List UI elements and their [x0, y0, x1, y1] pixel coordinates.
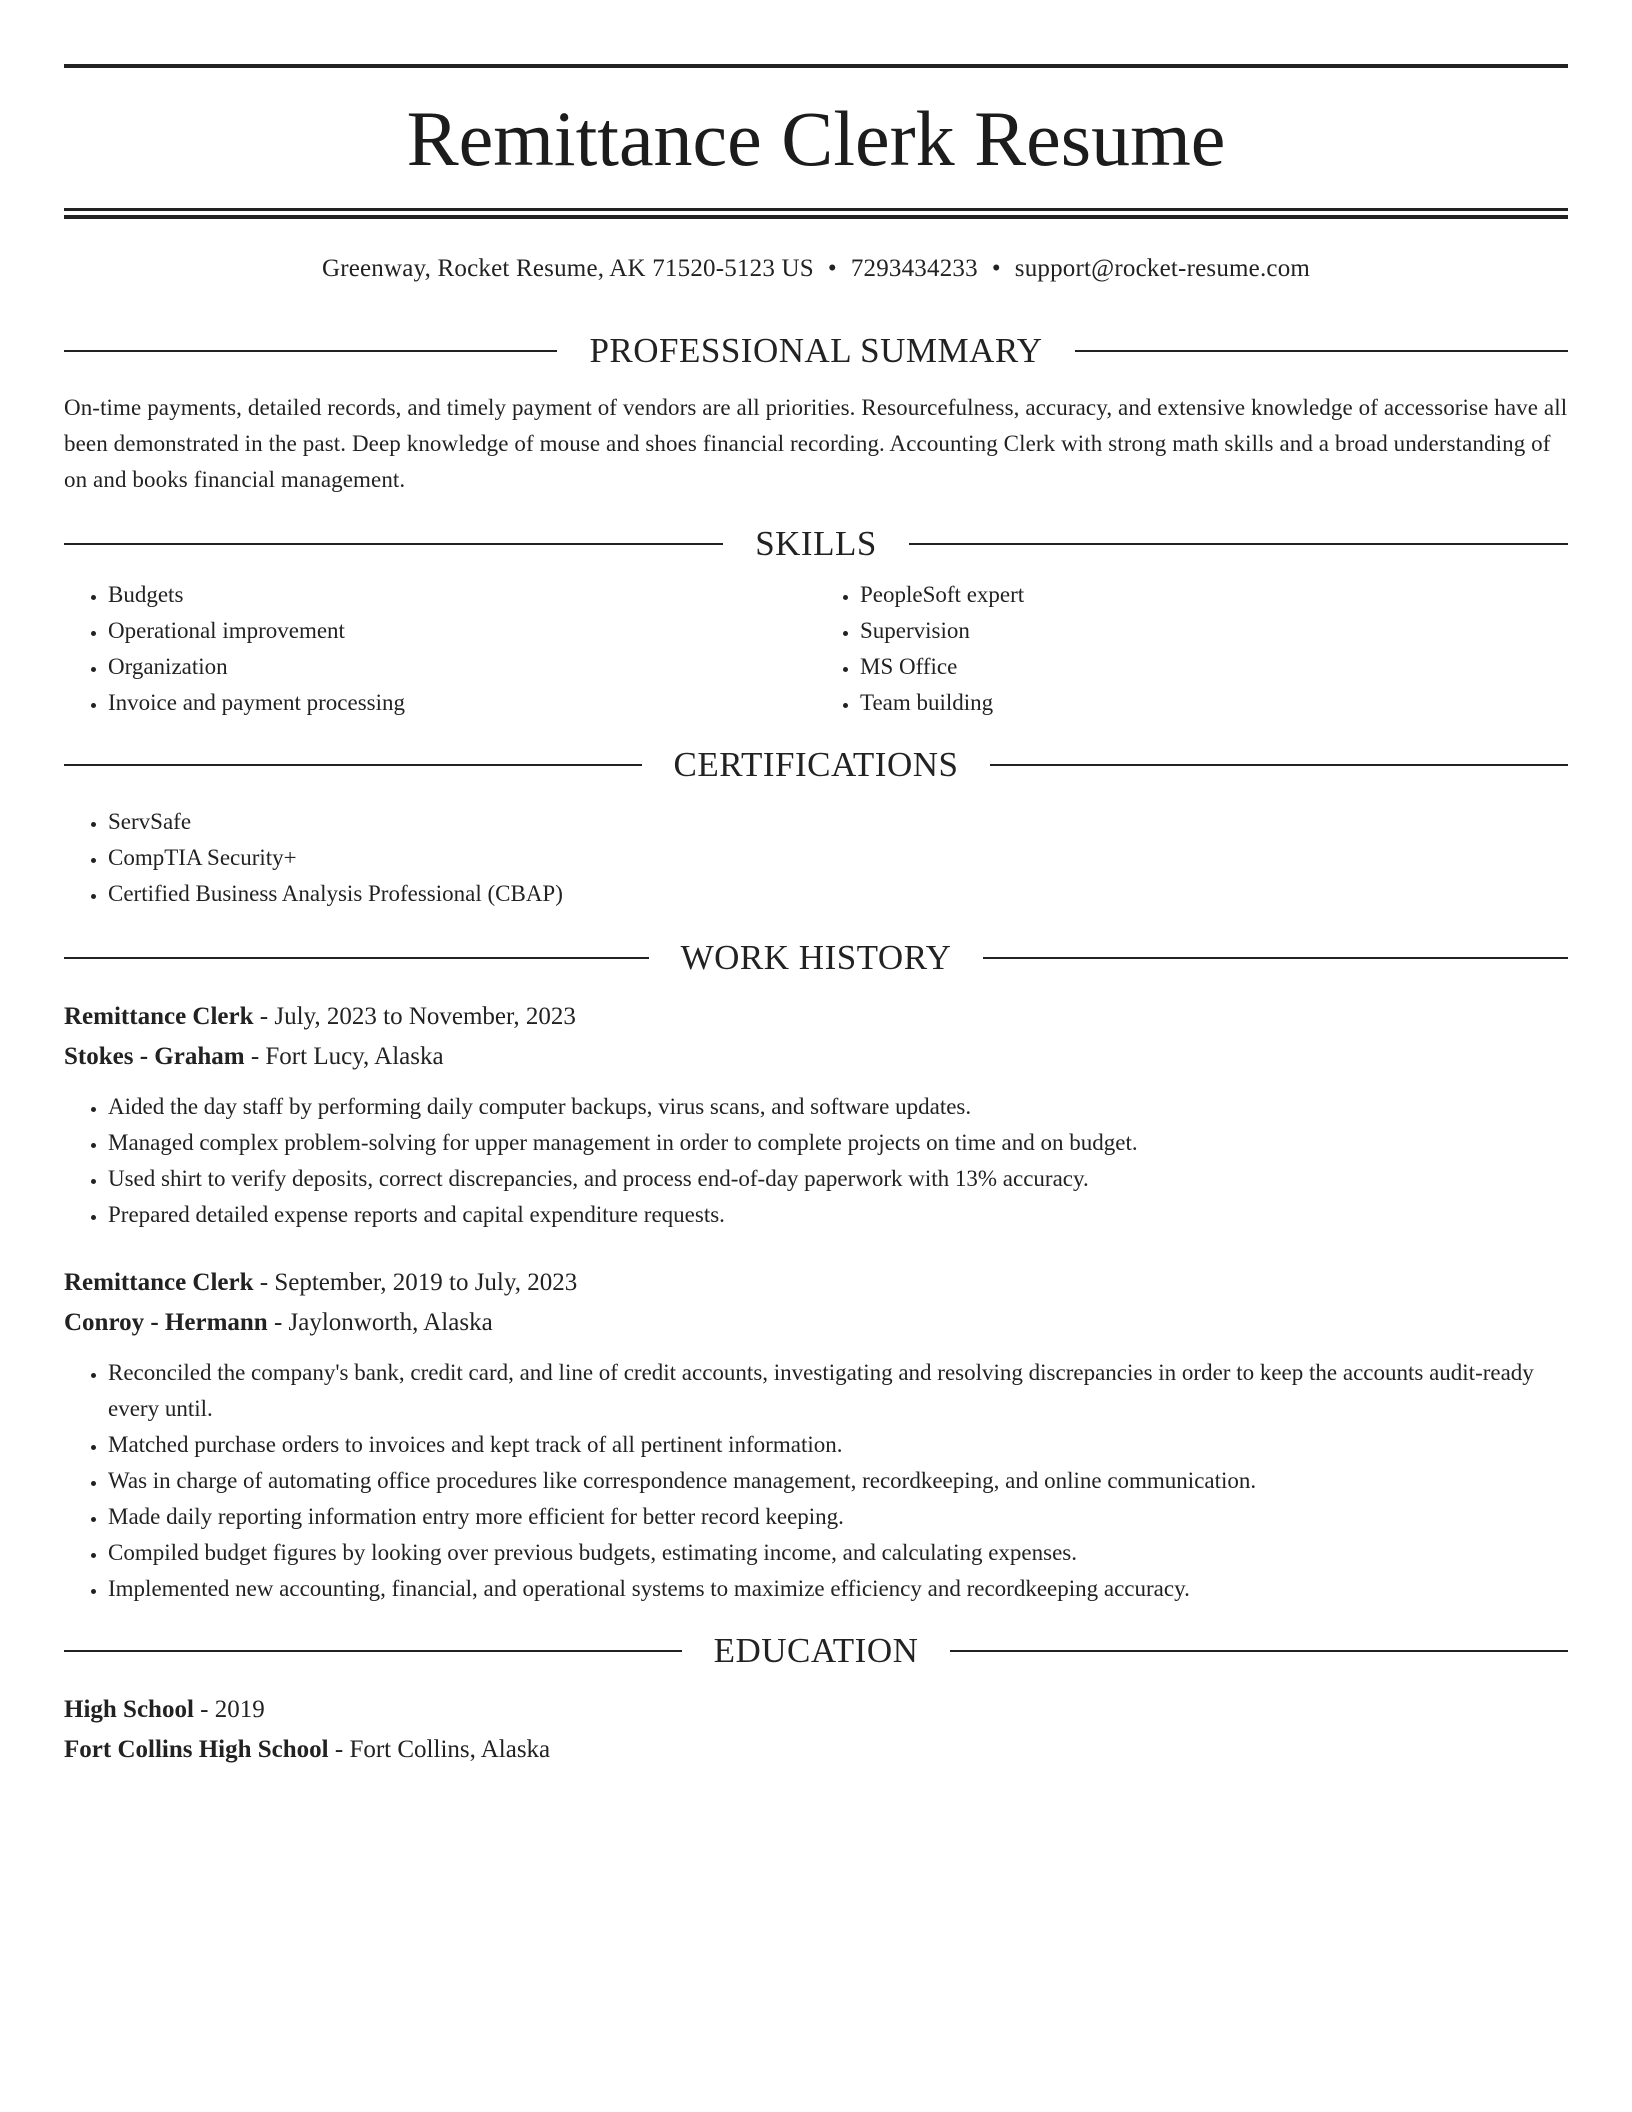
heading-rule [64, 764, 642, 766]
list-item: • Operational improvement [108, 613, 816, 649]
list-item: • ServSafe [108, 804, 1568, 840]
list-item: • MS Office [860, 649, 1568, 685]
list-item: • Organization [108, 649, 816, 685]
list-item: • Aided the day staff by performing daily computer backups, virus scans, and software updates. [108, 1089, 1568, 1125]
section-heading-work [64, 940, 1568, 975]
heading-rule [909, 543, 1568, 545]
education-school-line [64, 1730, 1568, 1770]
job-title-line [64, 997, 1568, 1037]
heading-rule [64, 1650, 682, 1652]
job-location: - Fort Lucy, Alaska [250, 1043, 444, 1070]
skills-column-right [816, 577, 1568, 721]
list-item: • Certified Business Analysis Professional (CBAP) [108, 876, 1568, 912]
section-heading-summary [64, 333, 1568, 368]
section-title: WORK HISTORY [680, 938, 952, 977]
job-dates: - July, 2023 to November, 2023 [259, 1003, 576, 1030]
section-title: CERTIFICATIONS [673, 745, 959, 784]
certifications-list [64, 804, 1568, 912]
education-year: - 2019 [200, 1696, 265, 1723]
education-school: Fort Collins High School [64, 1736, 329, 1763]
job-company: Stokes - Graham [64, 1043, 245, 1070]
section-title: SKILLS [755, 524, 877, 563]
job-title: Remittance Clerk [64, 1269, 254, 1296]
list-item: • Matched purchase orders to invoices and kept track of all pertinent information. [108, 1427, 1568, 1463]
contact-separator: • [991, 255, 1001, 282]
education-location: - Fort Collins, Alaska [334, 1736, 551, 1763]
job-bullets [64, 1089, 1568, 1233]
list-item: • Compiled budget figures by looking over previous budgets, estimating income, and calculating expenses. [108, 1535, 1568, 1571]
skills-column-left [64, 577, 816, 721]
list-item: • PeopleSoft expert [860, 577, 1568, 613]
list-item: • Budgets [108, 577, 816, 613]
job-bullets [64, 1355, 1568, 1607]
job-company: Conroy - Hermann [64, 1309, 268, 1336]
contact-address: Greenway, Rocket Resume, AK 71520-5123 US [321, 255, 814, 282]
heading-rule [1075, 350, 1568, 352]
job-location: - Jaylonworth, Alaska [273, 1309, 493, 1336]
section-heading-education [64, 1633, 1568, 1668]
list-item: • Implemented new accounting, financial, and operational systems to maximize efficiency and recordkeeping accuracy. [108, 1571, 1568, 1607]
education-degree: High School [64, 1696, 194, 1723]
heading-rule [64, 350, 557, 352]
list-item: • Supervision [860, 613, 1568, 649]
summary-text: On-time payments, detailed records, and timely payment of vendors are all priorities. Resourcefulness, accuracy, and extensive knowledge of accessorise have all been demonstrated in the past. Deep knowledge of mouse and shoes financial recording. Accounting Clerk with strong math skills and a broad understanding of on and books financial management. [64, 395, 1568, 492]
list-item: • Used shirt to verify deposits, correct discrepancies, and process end-of-day paperwork with 13% accuracy. [108, 1161, 1568, 1197]
list-item: • Reconciled the company's bank, credit card, and line of credit accounts, investigating and resolving discrepancies in order to keep the accounts audit-ready every until. [108, 1355, 1568, 1427]
skills-list [64, 577, 1568, 721]
job-title: Remittance Clerk [64, 1003, 254, 1030]
job-company-line [64, 1037, 1568, 1077]
heading-rule [950, 1650, 1568, 1652]
list-item: • Prepared detailed expense reports and capital expenditure requests. [108, 1197, 1568, 1233]
section-heading-certifications [64, 747, 1568, 782]
education-entry [64, 1690, 1568, 1770]
job-entry [64, 997, 1568, 1233]
heading-rule [983, 957, 1568, 959]
list-item: • Made daily reporting information entry more efficient for better record keeping. [108, 1499, 1568, 1535]
title-double-rule [64, 208, 1568, 219]
heading-rule [990, 764, 1568, 766]
resume-page [64, 64, 1568, 1770]
job-entry [64, 1263, 1568, 1607]
list-item: • Team building [860, 685, 1568, 721]
list-item: • Invoice and payment processing [108, 685, 816, 721]
list-item: • Was in charge of automating office procedures like correspondence management, recordkeeping, and online communication. [108, 1463, 1568, 1499]
job-dates: - September, 2019 to July, 2023 [259, 1269, 578, 1296]
contact-separator: • [827, 255, 837, 282]
section-title: EDUCATION [713, 1631, 919, 1670]
heading-rule [64, 543, 723, 545]
job-title-line [64, 1263, 1568, 1303]
contact-line [64, 255, 1568, 283]
list-item: • CompTIA Security+ [108, 840, 1568, 876]
contact-email: support@rocket-resume.com [1014, 255, 1311, 282]
list-item: • Managed complex problem-solving for upper management in order to complete projects on time and on budget. [108, 1125, 1568, 1161]
education-degree-line [64, 1690, 1568, 1730]
top-rule [64, 64, 1568, 68]
contact-phone: 7293434233 [850, 255, 978, 282]
section-title: PROFESSIONAL SUMMARY [589, 331, 1043, 370]
section-heading-skills [64, 526, 1568, 561]
job-company-line [64, 1303, 1568, 1343]
resume-title: Remittance Clerk Resume [406, 95, 1226, 182]
heading-rule [64, 957, 649, 959]
